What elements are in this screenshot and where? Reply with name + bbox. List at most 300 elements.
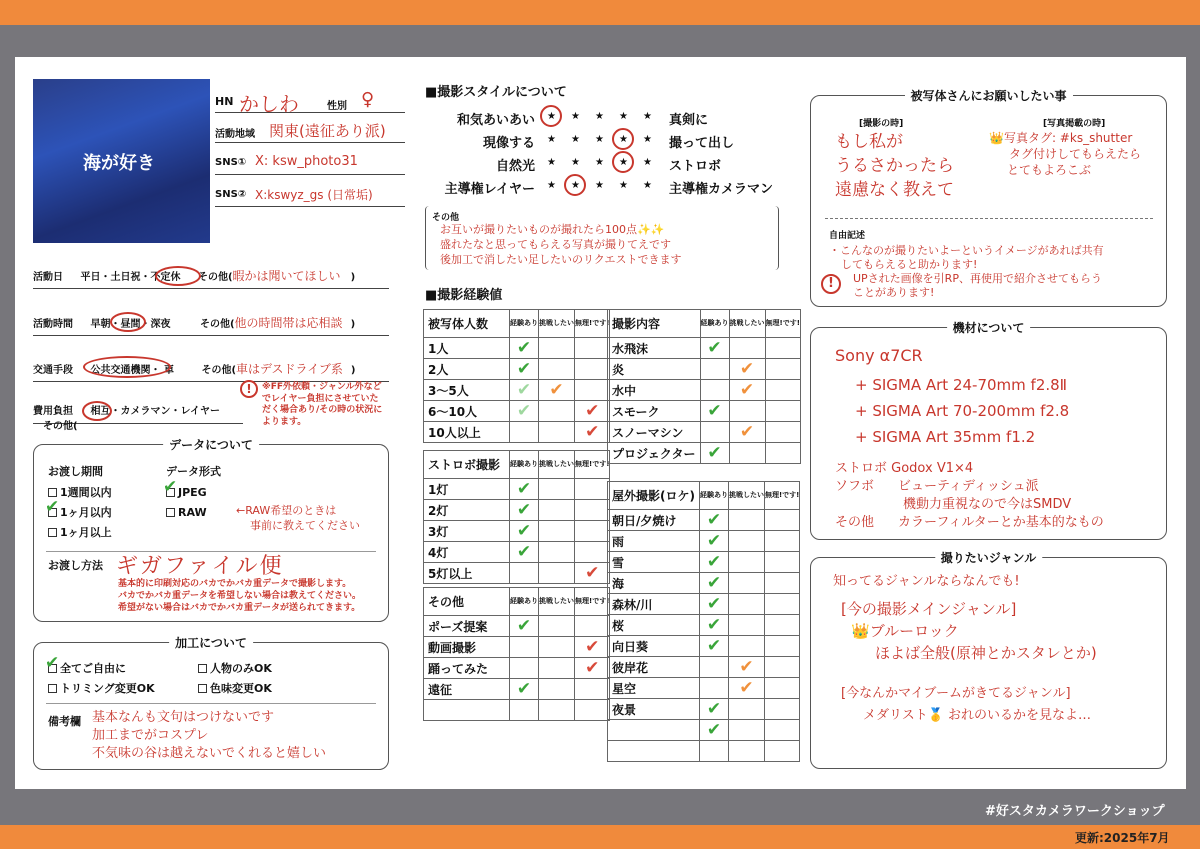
profile-sheet [15, 57, 1186, 789]
check-icon: ✔ [739, 379, 755, 400]
rating-star-icon[interactable]: ★ [619, 134, 628, 145]
row-label: 5灯以上 [424, 563, 510, 584]
check-cell[interactable] [729, 422, 765, 443]
check-cell[interactable] [764, 699, 799, 720]
table-row [424, 401, 610, 422]
day-close: ) [350, 272, 356, 283]
check-icon: ✔ [163, 477, 178, 497]
check-cell[interactable] [539, 542, 575, 563]
table-row [608, 741, 800, 762]
sns1-value: X: ksw_photo31 [255, 154, 358, 169]
check-cell[interactable] [699, 678, 728, 699]
check-icon: ✔ [706, 572, 722, 593]
row-label: 雨 [608, 531, 700, 552]
rating-star-icon[interactable]: ★ [571, 134, 580, 145]
table-row [608, 678, 800, 699]
check-cell[interactable] [700, 380, 729, 401]
check-cell[interactable] [764, 615, 799, 636]
rating-star-icon[interactable]: ★ [643, 157, 652, 168]
column-header: 挑戦したい [728, 482, 764, 510]
check-cell[interactable] [539, 401, 575, 422]
check-icon: ✔ [739, 358, 755, 379]
check-cell[interactable] [699, 720, 728, 741]
check-cell[interactable] [764, 573, 799, 594]
softbox-value-2: 機動力重視なので今はSMDV [903, 497, 1072, 512]
check-cell[interactable] [699, 531, 728, 552]
check-cell[interactable] [765, 401, 800, 422]
row-label [608, 741, 700, 762]
row-label [424, 700, 510, 721]
check-cell[interactable] [575, 563, 610, 584]
method-label: お渡し方法 [48, 559, 103, 572]
photo-caption: 海が好き [83, 153, 155, 174]
check-cell[interactable] [575, 542, 610, 563]
check-icon: ✔ [516, 478, 532, 499]
check-cell[interactable] [764, 678, 799, 699]
rating-star-icon[interactable]: ★ [547, 134, 556, 145]
check-icon: ✔ [516, 379, 532, 400]
row-label: 海 [608, 573, 700, 594]
check-cell[interactable] [728, 636, 764, 657]
cost-note: ※FF外依頼・ジャンル外などでレイヤー負担にさせていただく場合あり/その時の状況によります。 [262, 382, 383, 428]
table-row [608, 510, 800, 531]
check-icon: ✔ [739, 421, 755, 442]
check-cell[interactable] [699, 594, 728, 615]
check-cell[interactable] [510, 563, 539, 584]
style-right-label: 主導権カメラマン [669, 182, 774, 197]
table-row [608, 401, 801, 422]
table-header: 被写体人数 [424, 310, 510, 338]
column-header: 無理!です! [765, 310, 800, 338]
check-cell[interactable] [510, 616, 539, 637]
transport-label: 交通手段 [33, 365, 73, 376]
check-cell[interactable] [764, 657, 799, 678]
check-cell[interactable] [700, 422, 729, 443]
check-icon: ✔ [706, 719, 722, 740]
check-icon: ✔ [516, 337, 532, 358]
note-line-2: 加工までがコスプレ [92, 728, 209, 743]
free-line-2: してもらえると助かります! [841, 258, 978, 271]
check-cell[interactable] [575, 479, 610, 500]
post-line-1: タグ付けしてもらえたら [1009, 147, 1142, 161]
post-label: [写真掲載の時] [1043, 119, 1106, 129]
table-header: その他 [424, 588, 510, 616]
check-cell[interactable] [539, 521, 575, 542]
check-cell[interactable] [575, 658, 610, 679]
style-left-label: 自然光 [495, 159, 535, 174]
free-exclaim: ! [821, 274, 841, 294]
format-option-raw[interactable]: RAW [166, 503, 207, 523]
check-icon: ✔ [706, 698, 722, 719]
table-row [608, 573, 800, 594]
style-row [425, 178, 785, 198]
strobe-value: Godox V1×4 [891, 461, 974, 476]
check-cell[interactable] [729, 380, 765, 401]
experience-title: ■撮影経験値 [425, 288, 503, 303]
check-cell[interactable] [764, 552, 799, 573]
format-option-jpeg[interactable]: JPEG ✔ [163, 477, 207, 499]
table-row [608, 699, 800, 720]
row-label: 10人以上 [424, 422, 510, 443]
edit-option-trim[interactable]: トリミング変更OK [48, 679, 198, 699]
check-cell[interactable] [728, 741, 764, 762]
genre-boom: メダリスト🥇 おれのいるかを見なよ… [863, 708, 1092, 723]
check-cell[interactable] [575, 500, 610, 521]
table-row [424, 542, 610, 563]
check-cell[interactable] [575, 521, 610, 542]
check-cell[interactable] [575, 359, 610, 380]
transport-circle [83, 356, 174, 378]
check-cell[interactable] [510, 380, 539, 401]
rating-star-icon[interactable]: ★ [571, 111, 580, 122]
check-cell[interactable] [510, 679, 539, 700]
day-options: 平日・土日祝・ [80, 272, 151, 283]
check-icon: ✔ [516, 400, 532, 421]
row-label: 遠征 [424, 679, 510, 700]
genre-title: 撮りたいジャンル [935, 549, 1042, 566]
check-cell[interactable] [539, 637, 575, 658]
check-cell[interactable] [575, 422, 610, 443]
check-cell[interactable] [510, 521, 539, 542]
check-cell[interactable] [575, 401, 610, 422]
check-cell[interactable] [728, 552, 764, 573]
check-cell[interactable] [699, 636, 728, 657]
check-cell[interactable] [729, 443, 765, 464]
area-value: 関東(遠征あり派) [269, 122, 386, 140]
check-cell[interactable] [510, 658, 539, 679]
check-cell[interactable] [728, 573, 764, 594]
check-cell[interactable] [765, 338, 800, 359]
check-cell[interactable] [539, 380, 575, 401]
check-cell[interactable] [728, 531, 764, 552]
style-title: ■撮影スタイルについて [425, 85, 567, 100]
check-cell[interactable] [765, 380, 800, 401]
check-cell[interactable] [539, 422, 575, 443]
check-cell[interactable] [539, 338, 575, 359]
post-tag: 写真タグ: #ks_shutter [1003, 131, 1133, 145]
softbox-label: ソフボ [835, 479, 875, 494]
equip-other-value: カラーフィルターとか基本的なもの [898, 515, 1104, 530]
check-cell[interactable] [699, 573, 728, 594]
row-label: 向日葵 [608, 636, 700, 657]
check-cell[interactable] [699, 510, 728, 531]
day-note: 暇かは聞いてほしい [232, 269, 341, 283]
check-cell[interactable] [699, 552, 728, 573]
check-cell[interactable] [699, 615, 728, 636]
lens-2: + SIGMA Art 70-200mm f2.8 [855, 402, 1070, 420]
row-label: 水飛沫 [608, 338, 701, 359]
free-line-1: ・こんなのが撮りたいよーというイメージがあれば共有 [829, 244, 1104, 257]
style-left-label: 和気あいあい [456, 113, 535, 128]
gender-label: 性別 [327, 101, 347, 112]
other-table [423, 587, 610, 721]
cost-post: ・カメラマン・レイヤー [110, 406, 220, 417]
check-cell[interactable] [765, 359, 800, 380]
check-icon: ✔ [707, 337, 722, 358]
table-row [424, 521, 610, 542]
row-label: 6～10人 [424, 401, 510, 422]
note-line-1: 基本なんも文句はつけないです [92, 710, 275, 725]
gender-value: ♀ [361, 89, 375, 110]
genre-section [810, 551, 1167, 769]
rating-selected-circle [612, 151, 634, 173]
check-icon: ✔ [516, 678, 532, 699]
row-label: 朝日/夕焼け [608, 510, 700, 531]
row-label: 星空 [608, 678, 700, 699]
table-row [424, 658, 610, 679]
genre-main-2: ほよば全般(原神とかスタレとか) [875, 644, 1097, 662]
table-row [424, 637, 610, 658]
check-cell[interactable] [510, 338, 539, 359]
check-cell[interactable] [728, 699, 764, 720]
hn-label: HN [215, 95, 234, 108]
cost-other-label: その他( [43, 421, 78, 432]
raw-note-2: 事前に教えてください [250, 519, 360, 532]
table-row [608, 552, 800, 573]
rating-star-icon[interactable]: ★ [547, 157, 556, 168]
table-row [608, 531, 800, 552]
period-option-2[interactable]: 1ヶ月以内 ✔ [45, 497, 112, 519]
row-label: 4灯 [424, 542, 510, 563]
column-header: 経験あり [510, 451, 539, 479]
genre-main-label: [今の撮影メインジャンル] [841, 600, 1017, 618]
crown-icon: 👑 [851, 622, 870, 640]
requests-title: 被写体さんにお願いしたい事 [904, 87, 1072, 104]
check-icon: ✔ [706, 509, 722, 530]
check-cell[interactable] [728, 594, 764, 615]
table-row [608, 359, 801, 380]
content-table [607, 309, 801, 464]
outdoor-table [607, 481, 800, 762]
style-other-line-1: お互いが撮りたいものが撮れたら100点✨✨ [440, 223, 665, 236]
transport-post: ・ 車 [150, 365, 174, 376]
check-cell[interactable] [700, 338, 729, 359]
check-cell[interactable] [575, 637, 610, 658]
check-cell[interactable] [510, 542, 539, 563]
column-header: 挑戦したい [539, 588, 575, 616]
table-row [608, 443, 801, 464]
rating-star-icon[interactable]: ★ [619, 111, 628, 122]
rating-star-icon[interactable]: ★ [547, 180, 556, 191]
check-cell[interactable] [510, 359, 539, 380]
check-cell[interactable] [764, 594, 799, 615]
check-cell[interactable] [510, 500, 539, 521]
rating-star-icon[interactable]: ★ [643, 134, 652, 145]
check-icon: ✔ [585, 421, 600, 442]
time-post: ・深夜 [140, 319, 171, 330]
check-icon: ✔ [706, 593, 722, 614]
check-cell[interactable] [699, 699, 728, 720]
row-label: 彼岸花 [608, 657, 700, 678]
day-circle [155, 266, 201, 286]
rating-star-icon[interactable]: ★ [619, 157, 628, 168]
rating-star-icon[interactable]: ★ [547, 111, 556, 122]
check-cell[interactable] [729, 401, 765, 422]
check-cell[interactable] [764, 741, 799, 762]
row-label: 動画撮影 [424, 637, 510, 658]
check-cell[interactable] [728, 615, 764, 636]
check-cell[interactable] [700, 401, 729, 422]
check-cell[interactable] [575, 679, 610, 700]
check-cell[interactable] [699, 741, 728, 762]
rating-star-icon[interactable]: ★ [571, 157, 580, 168]
row-label: ポーズ提案 [424, 616, 510, 637]
period-option-3[interactable]: 1ヶ月以上 [48, 523, 112, 543]
subjects-table [423, 309, 610, 443]
check-cell[interactable] [728, 678, 764, 699]
rating-star-icon[interactable]: ★ [643, 111, 652, 122]
check-icon: ✔ [585, 562, 600, 583]
row-label: スモーク [608, 401, 701, 422]
area-label: 活動地域 [215, 129, 255, 140]
column-header: 無理!です! [575, 588, 610, 616]
check-cell[interactable] [765, 422, 800, 443]
check-cell[interactable] [764, 531, 799, 552]
check-cell[interactable] [765, 443, 800, 464]
shoot-line-1: もし私が [835, 132, 903, 152]
check-cell[interactable] [539, 700, 575, 721]
period-label: お渡し期間 [48, 465, 103, 478]
edit-option-all[interactable]: 全てご自由に ✔ [45, 653, 126, 675]
check-cell[interactable] [510, 479, 539, 500]
check-cell[interactable] [728, 657, 764, 678]
rating-star-icon[interactable]: ★ [595, 157, 604, 168]
check-cell[interactable] [539, 500, 575, 521]
edit-option-color[interactable]: 色味変更OK [198, 679, 272, 699]
column-header: 挑戦したい [729, 310, 765, 338]
table-row [608, 594, 800, 615]
row-label: 3灯 [424, 521, 510, 542]
check-cell[interactable] [539, 479, 575, 500]
bottom-orange-bar [0, 825, 1200, 849]
check-cell[interactable] [764, 720, 799, 741]
style-other-line-3: 後加工で消したい足したいのリクエストできます [440, 253, 682, 266]
time-pre: 早朝・ [90, 319, 121, 330]
row-label: 夜景 [608, 699, 700, 720]
rating-star-icon[interactable]: ★ [571, 180, 580, 191]
data-section-title: データについて [163, 436, 259, 453]
check-cell[interactable] [539, 679, 575, 700]
rating-selected-circle [540, 105, 562, 127]
table-row [424, 563, 610, 584]
check-icon: ✔ [706, 614, 722, 635]
table-header: 屋外撮影(ロケ) [608, 482, 700, 510]
method-note-3: 希望がない場合はバカでかバカ重データが送られてきます。 [118, 603, 361, 613]
check-cell[interactable] [728, 720, 764, 741]
check-icon: ✔ [516, 358, 532, 379]
check-cell[interactable] [575, 700, 610, 721]
check-cell[interactable] [729, 338, 765, 359]
table-header: 撮影内容 [608, 310, 701, 338]
strobe-table [423, 450, 610, 584]
check-icon: ✔ [707, 442, 722, 463]
time-circle [110, 312, 146, 332]
table-header: ストロボ撮影 [424, 451, 510, 479]
check-cell[interactable] [699, 657, 728, 678]
check-icon: ✔ [707, 400, 722, 421]
rating-star-icon[interactable]: ★ [595, 134, 604, 145]
style-row [425, 155, 785, 175]
free-line-3: UPされた画像を引RP、再使用で紹介させてもらう [853, 272, 1102, 285]
edit-option-person[interactable]: 人物のみOK [198, 659, 272, 679]
check-icon: ✔ [516, 499, 532, 520]
check-cell[interactable] [728, 510, 764, 531]
row-label: スノーマシン [608, 422, 701, 443]
check-cell[interactable] [539, 658, 575, 679]
row-label: 1人 [424, 338, 510, 359]
row-label: 森林/川 [608, 594, 700, 615]
rating-star-icon[interactable]: ★ [595, 180, 604, 191]
data-section [33, 438, 389, 622]
shoot-line-3: 遠慮なく教えて [835, 180, 954, 200]
row-label: プロジェクター [608, 443, 701, 464]
check-icon: ✔ [516, 520, 532, 541]
check-cell[interactable] [510, 700, 539, 721]
table-row [424, 700, 610, 721]
check-cell[interactable] [510, 637, 539, 658]
format-label: データ形式 [166, 465, 221, 478]
rating-star-icon[interactable]: ★ [643, 180, 652, 191]
check-cell[interactable] [539, 616, 575, 637]
strobe-label: ストロボ [835, 461, 888, 476]
table-row [424, 422, 610, 443]
top-orange-bar [0, 0, 1200, 25]
equip-other-label: その他 [835, 515, 875, 530]
raw-note-1: ←RAW希望のときは [236, 504, 337, 517]
check-cell[interactable] [700, 443, 729, 464]
rating-star-icon[interactable]: ★ [595, 111, 604, 122]
time-selected: 昼間 [120, 319, 141, 330]
style-other-label: その他 [432, 213, 460, 223]
period-option-1[interactable]: 1週間以内 [48, 483, 112, 503]
day-label: 活動日 [33, 272, 63, 283]
row-label: 2人 [424, 359, 510, 380]
shop-tag: #好スタカメラワークショップ [985, 804, 1165, 819]
check-cell[interactable] [764, 510, 799, 531]
check-icon: ✔ [516, 615, 532, 636]
method-note-1: 基本的に印刷対応のバカでかバカ重データで撮影します。 [118, 579, 352, 589]
table-row [608, 422, 801, 443]
check-cell[interactable] [510, 401, 539, 422]
check-cell[interactable] [575, 616, 610, 637]
check-cell[interactable] [700, 359, 729, 380]
check-cell[interactable] [539, 563, 575, 584]
check-cell[interactable] [575, 380, 610, 401]
column-header: 経験あり [510, 310, 539, 338]
style-right-label: 真剣に [669, 113, 709, 128]
check-icon: ✔ [549, 379, 564, 400]
check-cell[interactable] [539, 359, 575, 380]
table-row [424, 479, 610, 500]
column-header: 経験あり [699, 482, 728, 510]
rating-star-icon[interactable]: ★ [619, 180, 628, 191]
check-icon: ✔ [706, 551, 722, 572]
table-row [424, 380, 610, 401]
check-cell[interactable] [575, 338, 610, 359]
style-right-label: 撮って出し [669, 136, 735, 151]
check-cell[interactable] [729, 359, 765, 380]
check-cell[interactable] [764, 636, 799, 657]
row-label: 雪 [608, 552, 700, 573]
row-label: 踊ってみた [424, 658, 510, 679]
cost-label: 費用負担 [33, 406, 73, 417]
table-row [608, 615, 800, 636]
transport-selected: 公共交通機関 [90, 365, 151, 376]
crown-icon: 👑 [989, 131, 1004, 145]
column-header: 無理!です! [575, 451, 610, 479]
cost-selected: 相互 [90, 406, 111, 417]
check-cell[interactable] [510, 422, 539, 443]
